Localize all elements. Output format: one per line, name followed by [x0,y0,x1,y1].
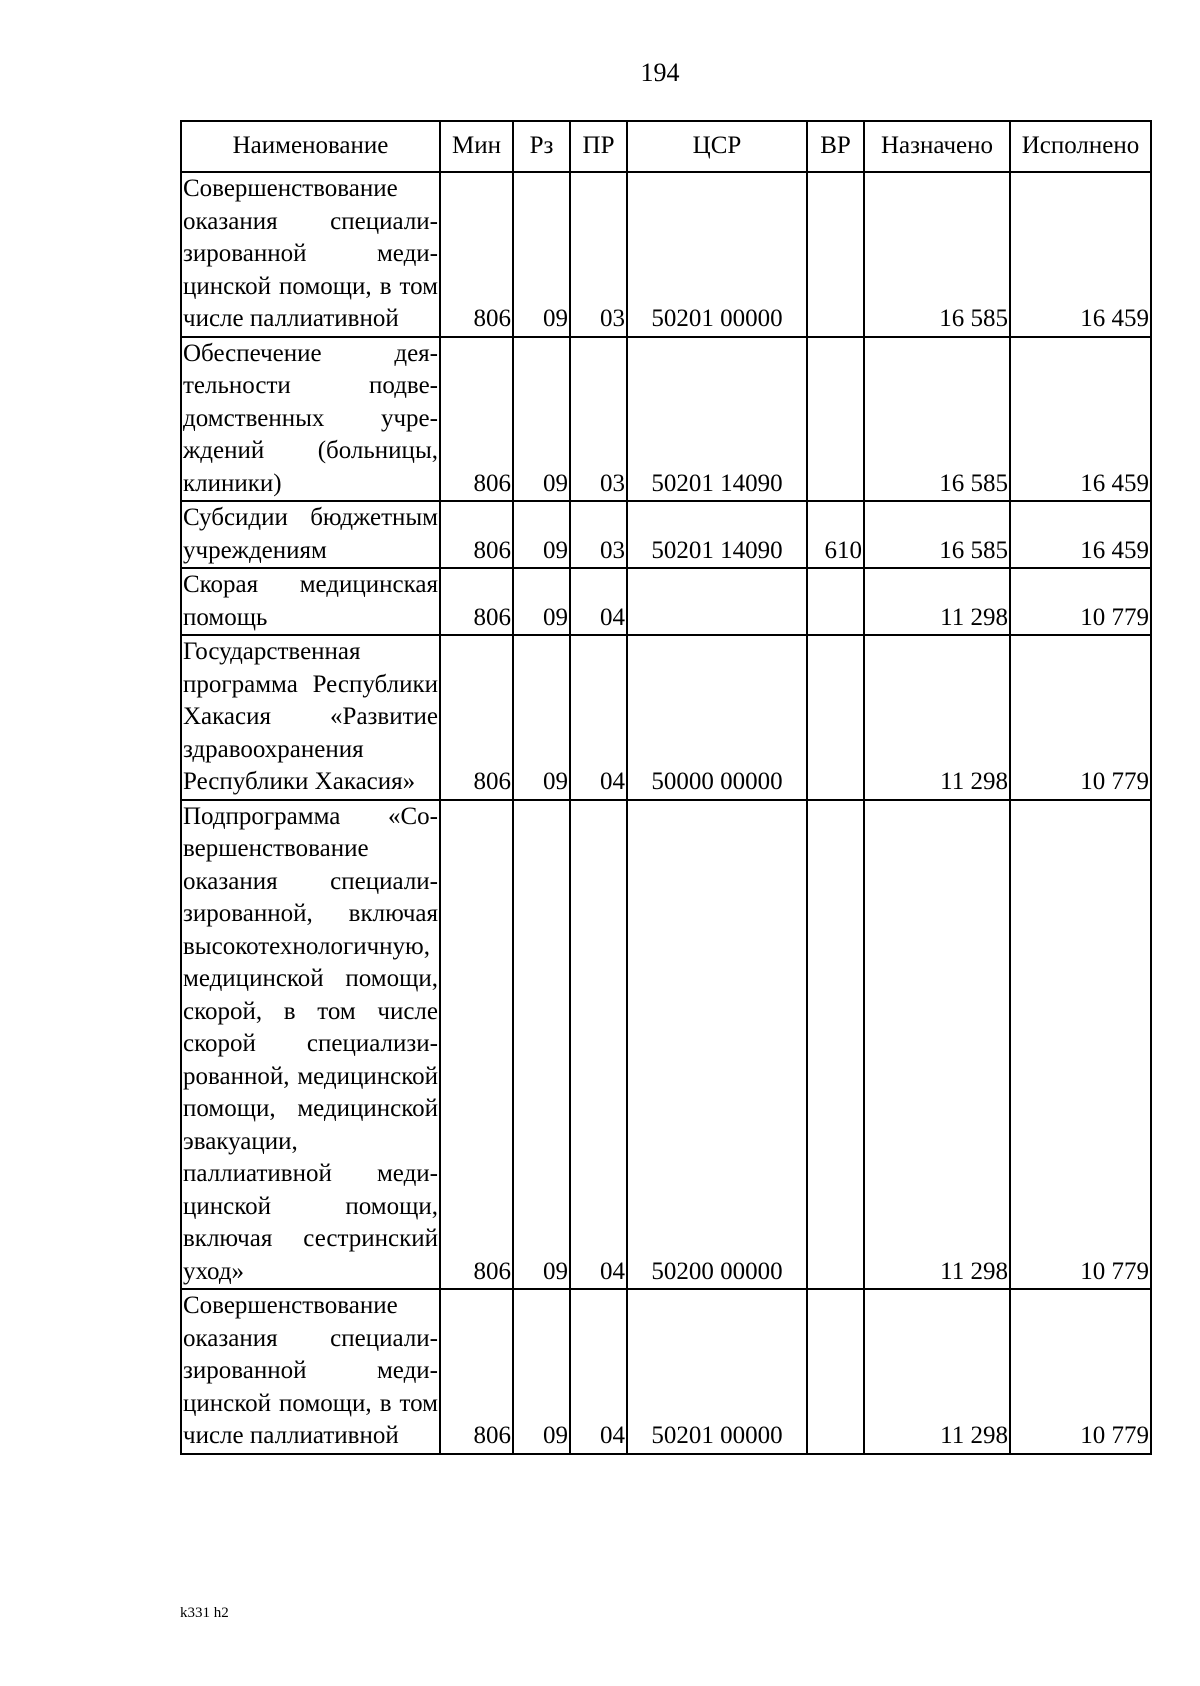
row-csr: 50201 00000 [627,172,807,337]
row-name: Обеспечение деятельности подведомственных учреждений (больницы, клиники) [181,337,440,502]
row-assigned: 16 585 [864,337,1010,502]
row-rz: 09 [513,501,570,568]
row-pr: 04 [570,568,627,635]
row-min: 806 [440,501,513,568]
row-rz: 09 [513,172,570,337]
row-assigned: 11 298 [864,1289,1010,1454]
row-csr: 50201 14090 [627,337,807,502]
row-rz: 09 [513,1289,570,1454]
header-name: Наименование [181,121,440,172]
page-number: 194 [640,58,680,87]
row-executed: 10 779 [1010,635,1151,800]
row-vr [807,800,864,1290]
row-assigned: 11 298 [864,568,1010,635]
budget-table [180,120,1152,1455]
row-pr: 04 [570,800,627,1290]
row-min: 806 [440,337,513,502]
row-executed: 16 459 [1010,172,1151,337]
header-csr: ЦСР [627,121,807,172]
row-name: Скорая медицинская помощь [181,568,440,635]
row-executed: 16 459 [1010,337,1151,502]
row-executed: 10 779 [1010,568,1151,635]
row-vr: 610 [807,501,864,568]
footer-code: k331 h2 [180,1605,229,1621]
row-vr [807,172,864,337]
row-csr [627,568,807,635]
row-pr: 03 [570,172,627,337]
row-min: 806 [440,1289,513,1454]
row-min: 806 [440,635,513,800]
table-header-row [181,121,1151,172]
header-assigned: Назначено [864,121,1010,172]
row-executed: 10 779 [1010,1289,1151,1454]
table-row [181,1289,1151,1454]
row-rz: 09 [513,635,570,800]
row-assigned: 16 585 [864,501,1010,568]
row-pr: 04 [570,1289,627,1454]
row-name: Совершенствование оказания специализированной медицинской помощи, в том числе паллиативной [181,172,440,337]
table-row [181,800,1151,1290]
table-row [181,337,1151,502]
row-name: Совершенствование оказания специализированной медицинской помощи, в том числе паллиативной [181,1289,440,1454]
row-pr: 03 [570,337,627,502]
row-pr: 03 [570,501,627,568]
row-vr [807,1289,864,1454]
row-vr [807,568,864,635]
row-vr [807,635,864,800]
header-vr: ВР [807,121,864,172]
row-executed: 16 459 [1010,501,1151,568]
table-row [181,635,1151,800]
row-name: Подпрограмма «Совершенствование оказания специализированной, включая высокотехнологичную, медицинской помощи, скорой, в том числе скорой специализированной, медицинской помощи, медицинской эвакуации, паллиативной медицинской помощи, включая сестринский уход» [181,800,440,1290]
row-vr [807,337,864,502]
row-rz: 09 [513,800,570,1290]
row-csr: 50201 14090 [627,501,807,568]
row-csr: 50000 00000 [627,635,807,800]
row-assigned: 16 585 [864,172,1010,337]
header-rz: Рз [513,121,570,172]
row-assigned: 11 298 [864,800,1010,1290]
header-pr: ПР [570,121,627,172]
row-name: Государственная программа Республики Хакасия «Развитие здравоохранения Республики Хакасия» [181,635,440,800]
row-min: 806 [440,800,513,1290]
row-csr: 50200 00000 [627,800,807,1290]
row-csr: 50201 00000 [627,1289,807,1454]
table-row [181,568,1151,635]
row-min: 806 [440,172,513,337]
row-name: Субсидии бюджетным учреждениям [181,501,440,568]
row-pr: 04 [570,635,627,800]
row-rz: 09 [513,337,570,502]
row-executed: 10 779 [1010,800,1151,1290]
header-executed: Исполнено [1010,121,1151,172]
row-rz: 09 [513,568,570,635]
row-min: 806 [440,568,513,635]
table-row [181,501,1151,568]
table-row [181,172,1151,337]
header-min: Мин [440,121,513,172]
row-assigned: 11 298 [864,635,1010,800]
